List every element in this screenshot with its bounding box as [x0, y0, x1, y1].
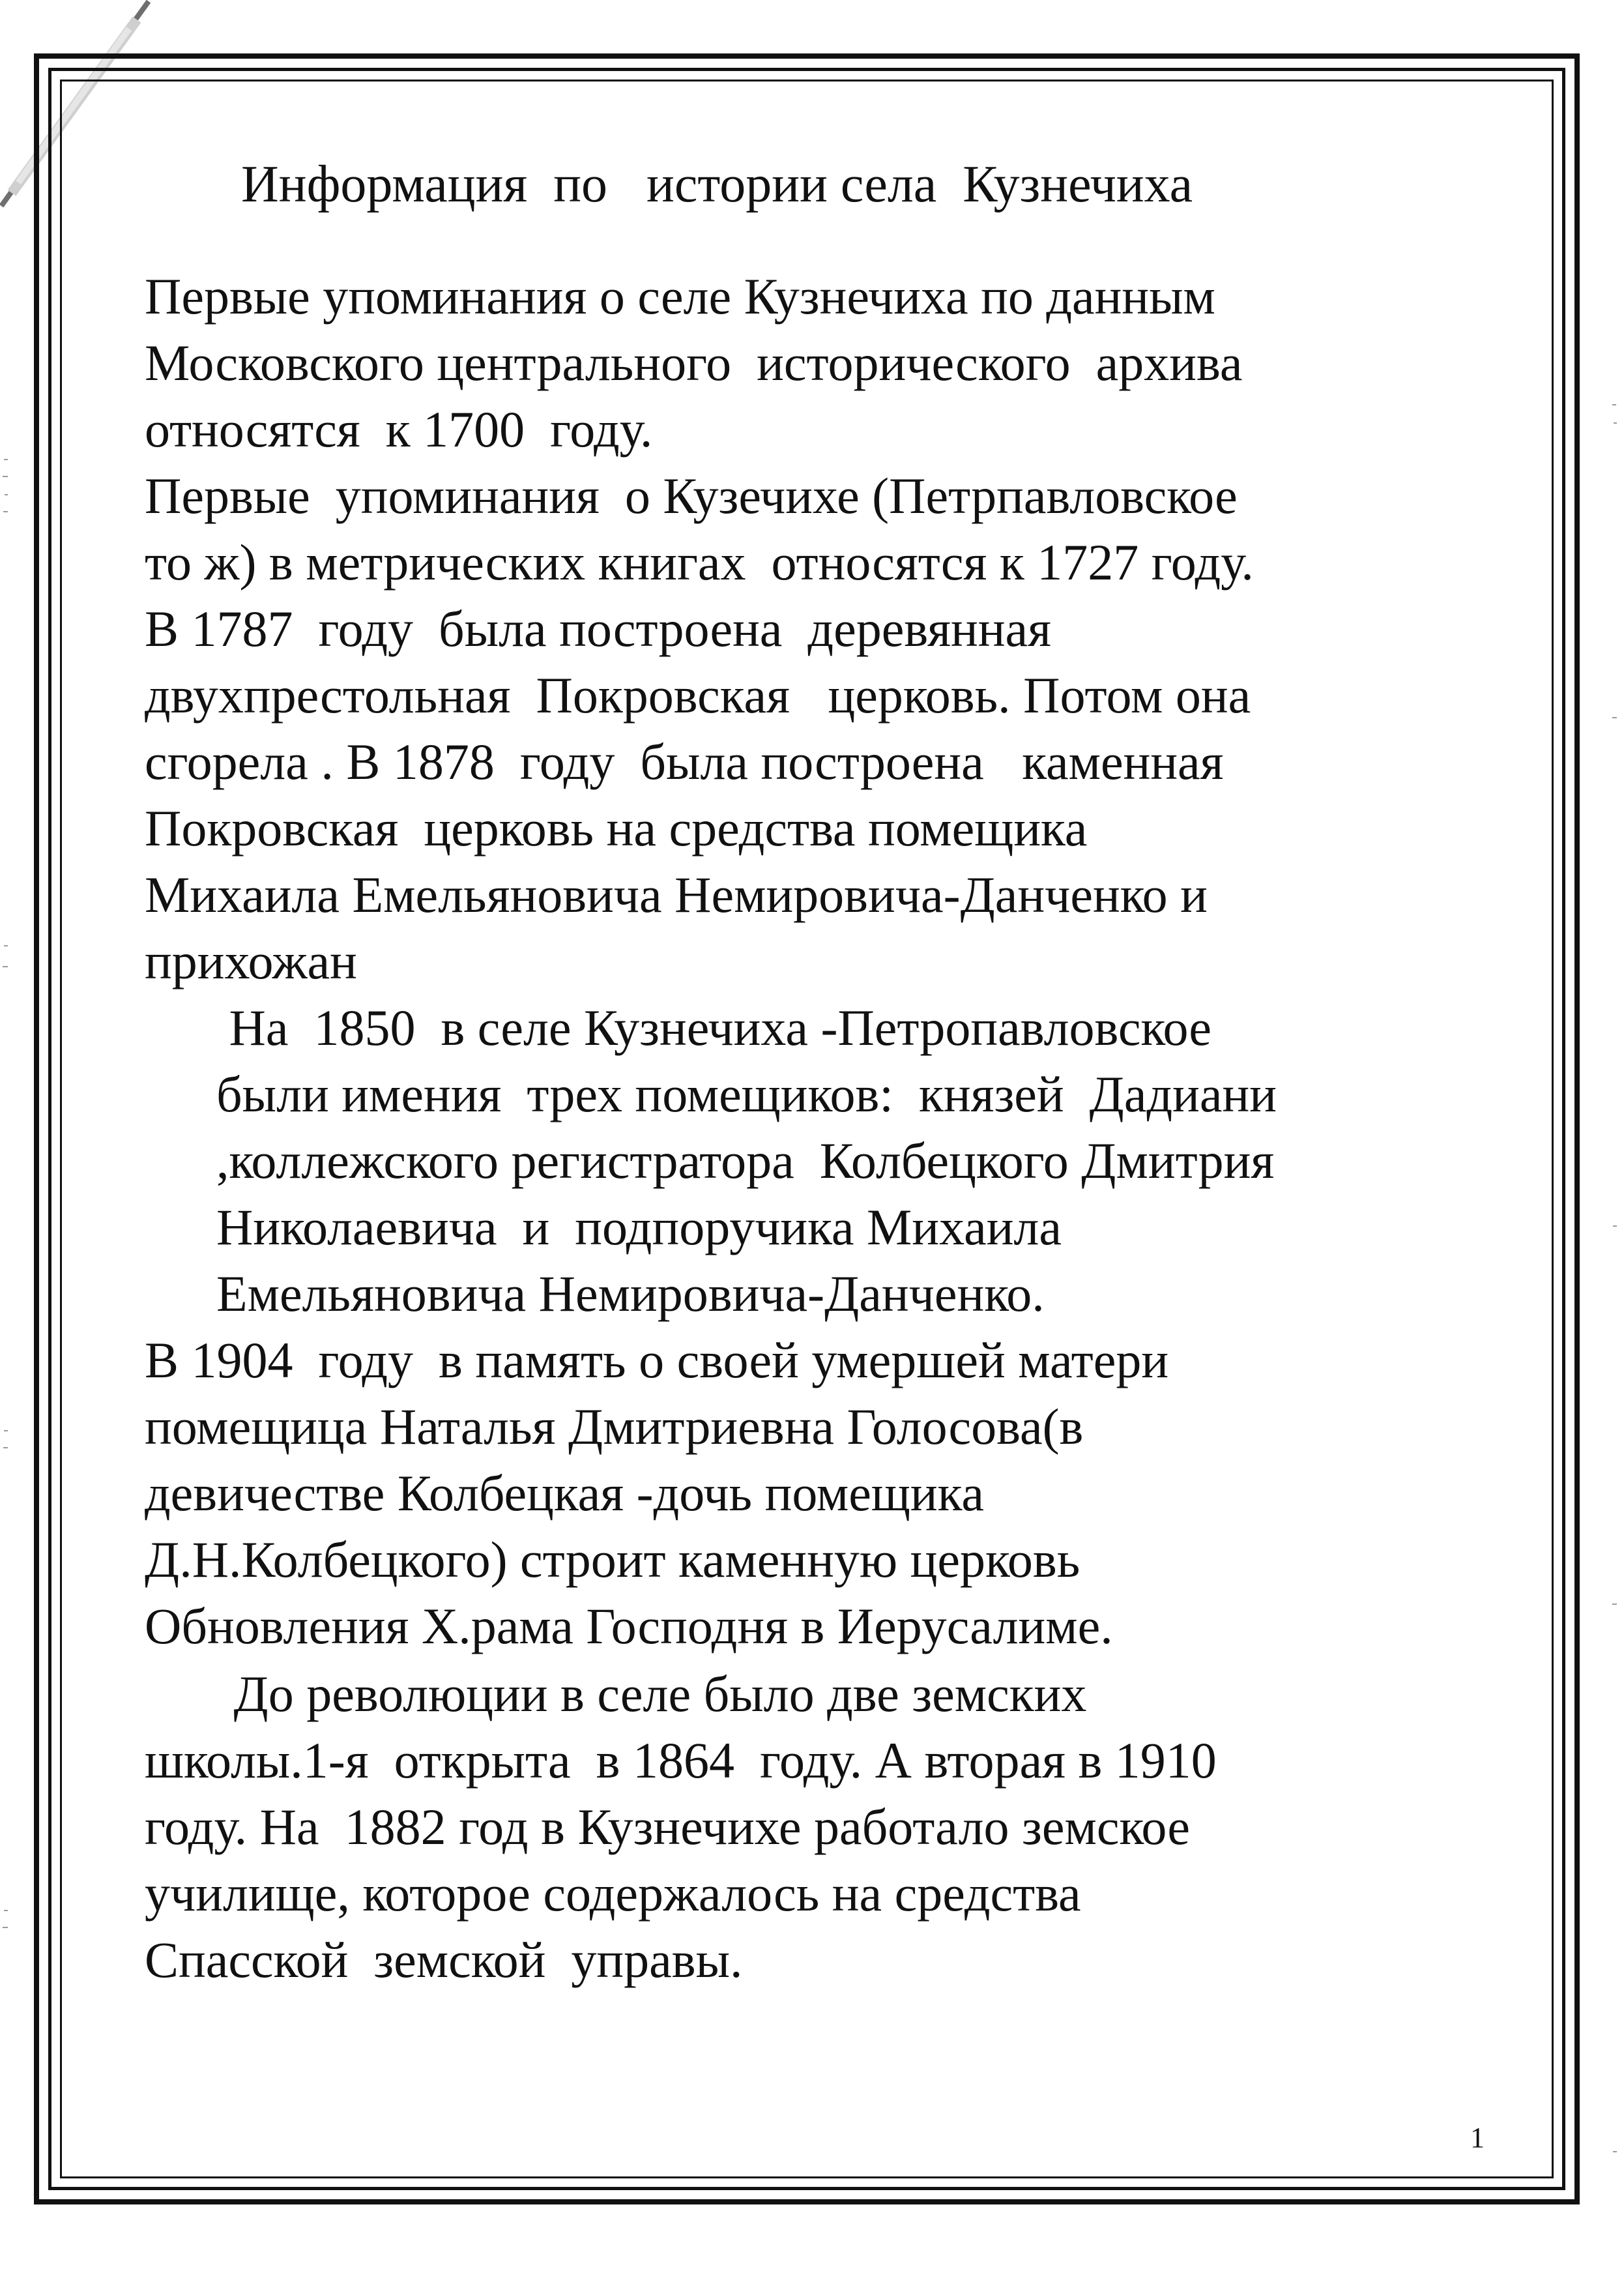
- text-line: девичестве Колбецкая -дочь помещика: [145, 1465, 984, 1521]
- text-line: Д.Н.Колбецкого) строит каменную церковь: [145, 1531, 1080, 1588]
- text-line: Первые упоминания о Кузечихе (Петрпавловское: [145, 467, 1238, 524]
- text-line: В 1787 году была построена деревянная: [145, 600, 1052, 657]
- text-line: Московского центрального исторического архива: [145, 334, 1243, 391]
- paragraph-landowners-1850: [216, 995, 1474, 1327]
- text-line: В 1904 году в память о своей умершей матери: [145, 1332, 1169, 1388]
- text-line: двухпрестольная Покровская церковь. Потом она: [145, 667, 1251, 724]
- document-body: [145, 151, 1474, 1993]
- text-line: Покровская церковь на средства помещика: [145, 800, 1088, 856]
- page-number: 1: [1470, 2122, 1485, 2154]
- text-line: сгорела . В 1878 году была построена каменная: [145, 733, 1224, 790]
- text-line: Михаила Емельяновича Немировича-Данченко и: [145, 866, 1208, 923]
- text-line: году. На 1882 год в Кузнечихе работало земское: [145, 1798, 1190, 1855]
- text-line: Николаевича и подпоручика Михаила: [216, 1199, 1062, 1255]
- text-line: На 1850 в селе Кузнечиха -Петропавловское: [216, 999, 1212, 1056]
- paragraph-zemstvo-schools: [145, 1661, 1474, 1993]
- paragraph-metric-books: [145, 463, 1474, 596]
- document-title: Информация по истории села Кузнечиха: [241, 156, 1193, 213]
- text-line: прихожан: [145, 933, 357, 989]
- paragraph-first-mentions-archive: [145, 263, 1474, 463]
- text-line: Спасской земской управы.: [145, 1931, 743, 1988]
- text-line: училище, которое содержалось на средства: [145, 1865, 1081, 1922]
- text-line: Первые упоминания о селе Кузнечиха по данным: [145, 268, 1215, 325]
- paragraph-church-1904: [145, 1327, 1474, 1660]
- text-line: относятся к 1700 году.: [145, 401, 653, 458]
- text-line: Обновления Х.рама Господня в Иерусалиме.: [145, 1598, 1113, 1654]
- text-line: ,коллежского регистратора Колбецкого Дмитрия: [216, 1132, 1275, 1189]
- text-line: Емельяновича Немировича-Данченко.: [216, 1265, 1045, 1322]
- text-line: помещица Наталья Дмитриевна Голосова(в: [145, 1398, 1084, 1455]
- text-line: то ж) в метрических книгах относятся к 1727 году.: [145, 534, 1254, 591]
- text-line: были имения трех помещиков: князей Дадиани: [216, 1066, 1277, 1122]
- paragraph-pokrovskaya-church: [145, 596, 1474, 995]
- text-line: До революции в селе было две земских: [145, 1665, 1087, 1722]
- text-line: школы.1-я открыта в 1864 году. А вторая в 1910: [145, 1732, 1217, 1789]
